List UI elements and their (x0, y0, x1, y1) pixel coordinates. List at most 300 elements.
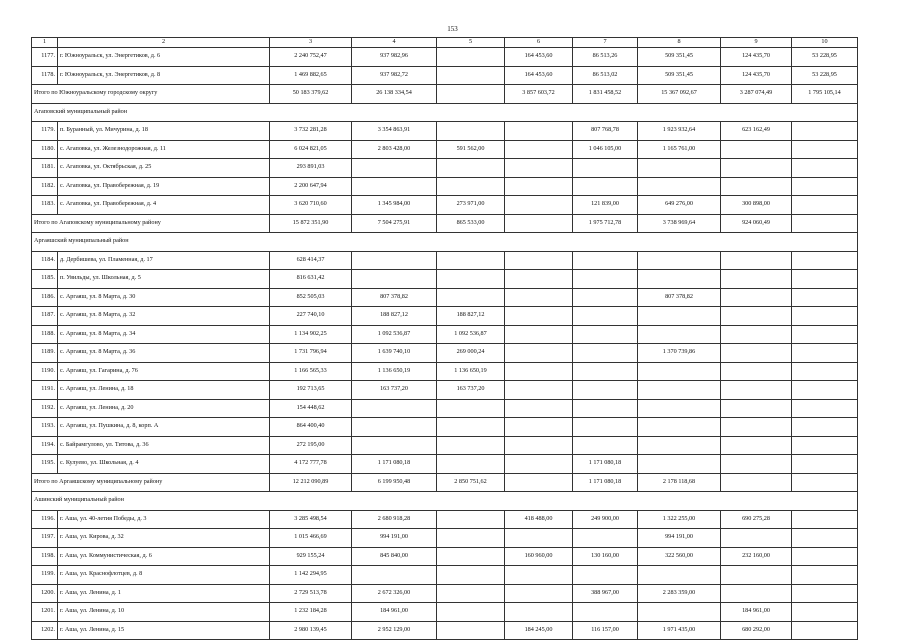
total-value-cell: 2 178 118,68 (638, 473, 721, 492)
budget-table (31, 37, 858, 640)
total-row (32, 473, 858, 492)
column-header-row (32, 38, 858, 48)
value-cell (638, 307, 721, 326)
table-body (32, 38, 858, 640)
total-value-cell: 2 850 751,62 (437, 473, 505, 492)
value-cell (792, 510, 858, 529)
value-cell: 929 155,24 (270, 547, 352, 566)
total-row (32, 214, 858, 233)
row-number: 1198. (32, 547, 58, 566)
value-cell: 124 435,70 (721, 48, 792, 67)
table-row (32, 547, 858, 566)
value-cell (792, 307, 858, 326)
column-header: 10 (792, 38, 858, 48)
table-row (32, 177, 858, 196)
value-cell (721, 362, 792, 381)
value-cell: 2 803 428,00 (352, 140, 437, 159)
value-cell: 3 732 281,28 (270, 122, 352, 141)
total-value-cell: 26 138 334,54 (352, 85, 437, 104)
table-row (32, 122, 858, 141)
value-cell: 509 351,45 (638, 66, 721, 85)
value-cell (721, 288, 792, 307)
value-cell: 418 488,00 (505, 510, 573, 529)
total-value-cell: 12 212 090,89 (270, 473, 352, 492)
value-cell (505, 584, 573, 603)
table-row (32, 399, 858, 418)
value-cell (573, 399, 638, 418)
value-cell: 623 162,49 (721, 122, 792, 141)
table-row (32, 455, 858, 474)
value-cell (352, 418, 437, 437)
value-cell (792, 584, 858, 603)
column-header: 4 (352, 38, 437, 48)
value-cell: 130 160,00 (573, 547, 638, 566)
address-cell: д. Дербишева, ул. Пламенная, д. 17 (58, 251, 270, 270)
value-cell (437, 48, 505, 67)
value-cell (721, 566, 792, 585)
value-cell: 2 283 359,00 (638, 584, 721, 603)
value-cell (792, 344, 858, 363)
column-header: 7 (573, 38, 638, 48)
value-cell: 1 136 650,19 (437, 362, 505, 381)
value-cell (505, 177, 573, 196)
total-value-cell (792, 214, 858, 233)
page-number: 153 (447, 25, 458, 33)
value-cell (721, 325, 792, 344)
column-header: 2 (58, 38, 270, 48)
value-cell: 937 982,96 (352, 48, 437, 67)
value-cell (573, 307, 638, 326)
table-row (32, 381, 858, 400)
column-header: 6 (505, 38, 573, 48)
total-value-cell (721, 473, 792, 492)
value-cell (792, 325, 858, 344)
column-header: 8 (638, 38, 721, 48)
row-number: 1199. (32, 566, 58, 585)
value-cell (792, 418, 858, 437)
address-cell: с. Агаповка, ул. Правобережная, д. 4 (58, 196, 270, 215)
value-cell (505, 566, 573, 585)
value-cell (721, 307, 792, 326)
value-cell (638, 251, 721, 270)
value-cell: 184 961,00 (352, 603, 437, 622)
table-row (32, 159, 858, 178)
section-header-row (32, 233, 858, 252)
value-cell: 188 827,12 (352, 307, 437, 326)
address-cell: с. Аргаяш, ул. Ленина, д. 20 (58, 399, 270, 418)
value-cell (505, 455, 573, 474)
value-cell (792, 362, 858, 381)
value-cell: 154 448,62 (270, 399, 352, 418)
value-cell (721, 140, 792, 159)
value-cell (352, 177, 437, 196)
value-cell: 864 400,40 (270, 418, 352, 437)
value-cell: 3 620 710,60 (270, 196, 352, 215)
value-cell (505, 196, 573, 215)
table-row (32, 436, 858, 455)
total-value-cell (505, 473, 573, 492)
value-cell (505, 436, 573, 455)
value-cell (437, 621, 505, 640)
value-cell (505, 288, 573, 307)
value-cell (792, 177, 858, 196)
value-cell (437, 270, 505, 289)
value-cell: 3 354 863,91 (352, 122, 437, 141)
value-cell: 188 827,12 (437, 307, 505, 326)
total-value-cell: 3 857 603,72 (505, 85, 573, 104)
row-number: 1194. (32, 436, 58, 455)
value-cell: 937 982,72 (352, 66, 437, 85)
table-row (32, 196, 858, 215)
value-cell: 807 378,82 (352, 288, 437, 307)
address-cell: с. Кулуево, ул. Школьная, д. 4 (58, 455, 270, 474)
address-cell: с. Аргаяш, ул. Гагарина, д. 76 (58, 362, 270, 381)
value-cell (638, 603, 721, 622)
value-cell: 1 731 796,94 (270, 344, 352, 363)
value-cell (721, 381, 792, 400)
address-cell: г. Аша, ул. Ленина, д. 10 (58, 603, 270, 622)
section-title: Агаповский муниципальный район (32, 103, 858, 122)
section-title: Аргаяшский муниципальный район (32, 233, 858, 252)
value-cell: 1 370 739,86 (638, 344, 721, 363)
value-cell: 227 740,10 (270, 307, 352, 326)
value-cell: 293 891,03 (270, 159, 352, 178)
value-cell (792, 547, 858, 566)
value-cell (505, 251, 573, 270)
total-value-cell: 6 199 950,48 (352, 473, 437, 492)
value-cell (638, 270, 721, 289)
value-cell (721, 251, 792, 270)
value-cell: 86 513,26 (573, 48, 638, 67)
value-cell: 163 737,20 (437, 381, 505, 400)
address-cell: г. Южноуральск, ул. Энергетиков, д. 8 (58, 66, 270, 85)
value-cell (721, 529, 792, 548)
address-cell: с. Аргаяш, ул. 8 Марта, д. 36 (58, 344, 270, 363)
column-header: 1 (32, 38, 58, 48)
total-value-cell: 15 367 092,67 (638, 85, 721, 104)
value-cell (437, 122, 505, 141)
value-cell: 53 228,95 (792, 66, 858, 85)
value-cell: 807 378,82 (638, 288, 721, 307)
value-cell (792, 529, 858, 548)
value-cell (573, 270, 638, 289)
value-cell (792, 122, 858, 141)
total-row (32, 85, 858, 104)
value-cell (638, 418, 721, 437)
value-cell (352, 251, 437, 270)
value-cell: 192 713,65 (270, 381, 352, 400)
address-cell: с. Агаповка, ул. Октябрьская, д. 25 (58, 159, 270, 178)
value-cell: 1 136 650,19 (352, 362, 437, 381)
value-cell: 2 680 918,28 (352, 510, 437, 529)
value-cell (792, 455, 858, 474)
value-cell (437, 566, 505, 585)
value-cell (792, 270, 858, 289)
total-label: Итого по Аргаяшскому муниципальному району (32, 473, 270, 492)
value-cell (437, 159, 505, 178)
value-cell (792, 288, 858, 307)
row-number: 1197. (32, 529, 58, 548)
value-cell: 249 900,00 (573, 510, 638, 529)
value-cell (505, 362, 573, 381)
value-cell (638, 455, 721, 474)
address-cell: п. Увильды, ул. Школьная, д. 5 (58, 270, 270, 289)
value-cell (792, 140, 858, 159)
value-cell (505, 418, 573, 437)
value-cell: 184 245,00 (505, 621, 573, 640)
value-cell (437, 177, 505, 196)
value-cell: 2 729 513,78 (270, 584, 352, 603)
row-number: 1178. (32, 66, 58, 85)
address-cell: г. Южноуральск, ул. Энергетиков, д. 6 (58, 48, 270, 67)
value-cell: 649 276,00 (638, 196, 721, 215)
total-value-cell: 1 975 712,78 (573, 214, 638, 233)
value-cell (437, 66, 505, 85)
total-value-cell: 3 738 969,64 (638, 214, 721, 233)
value-cell: 994 191,00 (352, 529, 437, 548)
row-number: 1201. (32, 603, 58, 622)
value-cell (721, 418, 792, 437)
value-cell: 6 024 821,05 (270, 140, 352, 159)
address-cell: с. Аргаяш, ул. Пушкина, д. 8, корп. А (58, 418, 270, 437)
table-row (32, 362, 858, 381)
value-cell: 2 200 647,94 (270, 177, 352, 196)
address-cell: г. Аша, ул. Краснофлотцев, д. 8 (58, 566, 270, 585)
total-value-cell: 1 795 105,14 (792, 85, 858, 104)
value-cell: 116 157,00 (573, 621, 638, 640)
column-header: 3 (270, 38, 352, 48)
value-cell (437, 603, 505, 622)
value-cell (573, 177, 638, 196)
address-cell: г. Аша, ул. Коммунистическая, д. 6 (58, 547, 270, 566)
value-cell (505, 529, 573, 548)
table-row (32, 529, 858, 548)
value-cell: 1 971 435,00 (638, 621, 721, 640)
value-cell: 163 737,20 (352, 381, 437, 400)
total-value-cell: 3 287 074,49 (721, 85, 792, 104)
table-row (32, 66, 858, 85)
section-header-row (32, 492, 858, 511)
value-cell: 3 285 498,54 (270, 510, 352, 529)
value-cell: 2 952 129,00 (352, 621, 437, 640)
value-cell: 232 160,00 (721, 547, 792, 566)
value-cell: 164 453,60 (505, 48, 573, 67)
value-cell (437, 288, 505, 307)
value-cell (573, 288, 638, 307)
value-cell (721, 344, 792, 363)
value-cell: 1 469 882,65 (270, 66, 352, 85)
value-cell (437, 510, 505, 529)
value-cell: 1 232 184,28 (270, 603, 352, 622)
value-cell (573, 362, 638, 381)
value-cell (573, 436, 638, 455)
value-cell (352, 436, 437, 455)
address-cell: п. Буранный, ул. Мичурина, д. 18 (58, 122, 270, 141)
value-cell: 1 046 105,00 (573, 140, 638, 159)
table-row (32, 344, 858, 363)
total-label: Итого по Южноуральскому городскому округу (32, 85, 270, 104)
value-cell: 273 971,00 (437, 196, 505, 215)
value-cell (505, 140, 573, 159)
address-cell: г. Аша, ул. Ленина, д. 1 (58, 584, 270, 603)
table-row (32, 325, 858, 344)
table-row (32, 566, 858, 585)
row-number: 1188. (32, 325, 58, 344)
value-cell (437, 584, 505, 603)
address-cell: г. Аша, ул. Ленина, д. 15 (58, 621, 270, 640)
total-label: Итого по Агаповскому муниципальному району (32, 214, 270, 233)
address-cell: с. Аргаяш, ул. 8 Марта, д. 34 (58, 325, 270, 344)
address-cell: с. Аргаяш, ул. 8 Марта, д. 30 (58, 288, 270, 307)
value-cell (352, 159, 437, 178)
row-number: 1186. (32, 288, 58, 307)
table-row (32, 48, 858, 67)
row-number: 1177. (32, 48, 58, 67)
value-cell: 121 839,00 (573, 196, 638, 215)
value-cell: 852 505,03 (270, 288, 352, 307)
row-number: 1195. (32, 455, 58, 474)
row-number: 1184. (32, 251, 58, 270)
row-number: 1196. (32, 510, 58, 529)
value-cell: 807 768,78 (573, 122, 638, 141)
value-cell (437, 529, 505, 548)
value-cell (573, 325, 638, 344)
row-number: 1179. (32, 122, 58, 141)
value-cell: 1 165 761,00 (638, 140, 721, 159)
address-cell: г. Аша, ул. 40-летия Победы, д. 3 (58, 510, 270, 529)
value-cell: 269 000,24 (437, 344, 505, 363)
address-cell: с. Аргаяш, ул. 8 Марта, д. 32 (58, 307, 270, 326)
row-number: 1192. (32, 399, 58, 418)
total-value-cell: 15 872 351,90 (270, 214, 352, 233)
total-value-cell: 1 831 458,52 (573, 85, 638, 104)
column-header: 5 (437, 38, 505, 48)
value-cell (792, 603, 858, 622)
value-cell: 628 414,37 (270, 251, 352, 270)
value-cell: 1 015 466,69 (270, 529, 352, 548)
value-cell: 1 134 902,25 (270, 325, 352, 344)
value-cell: 184 961,00 (721, 603, 792, 622)
table-row (32, 621, 858, 640)
value-cell (638, 177, 721, 196)
value-cell (505, 344, 573, 363)
value-cell: 2 672 326,00 (352, 584, 437, 603)
value-cell: 300 898,00 (721, 196, 792, 215)
total-value-cell: 865 533,00 (437, 214, 505, 233)
value-cell (573, 603, 638, 622)
value-cell: 680 292,00 (721, 621, 792, 640)
value-cell (573, 566, 638, 585)
value-cell (638, 399, 721, 418)
section-title: Ашинский муниципальный район (32, 492, 858, 511)
value-cell: 816 631,42 (270, 270, 352, 289)
value-cell (573, 251, 638, 270)
value-cell: 1 092 536,87 (352, 325, 437, 344)
value-cell (792, 381, 858, 400)
value-cell: 272 195,00 (270, 436, 352, 455)
table-row (32, 584, 858, 603)
value-cell: 2 240 752,47 (270, 48, 352, 67)
total-value-cell: 924 060,49 (721, 214, 792, 233)
table-row (32, 307, 858, 326)
value-cell (437, 399, 505, 418)
value-cell (505, 270, 573, 289)
value-cell (505, 325, 573, 344)
value-cell (721, 270, 792, 289)
total-value-cell (505, 214, 573, 233)
value-cell (638, 436, 721, 455)
value-cell: 1 171 080,18 (352, 455, 437, 474)
value-cell (437, 455, 505, 474)
value-cell (573, 159, 638, 178)
value-cell (721, 584, 792, 603)
value-cell (792, 159, 858, 178)
value-cell (505, 399, 573, 418)
value-cell (792, 196, 858, 215)
value-cell: 1 092 536,87 (437, 325, 505, 344)
value-cell (792, 436, 858, 455)
value-cell (573, 529, 638, 548)
value-cell (573, 418, 638, 437)
value-cell (573, 344, 638, 363)
value-cell (792, 566, 858, 585)
column-header: 9 (721, 38, 792, 48)
table-row (32, 288, 858, 307)
total-value-cell (437, 85, 505, 104)
table-row (32, 418, 858, 437)
value-cell: 1 322 255,00 (638, 510, 721, 529)
value-cell: 86 513,02 (573, 66, 638, 85)
value-cell (638, 325, 721, 344)
row-number: 1191. (32, 381, 58, 400)
value-cell (792, 399, 858, 418)
value-cell (505, 122, 573, 141)
value-cell: 160 960,00 (505, 547, 573, 566)
total-value-cell (792, 473, 858, 492)
value-cell (573, 381, 638, 400)
value-cell: 124 435,70 (721, 66, 792, 85)
value-cell: 1 345 984,00 (352, 196, 437, 215)
value-cell: 1 142 294,95 (270, 566, 352, 585)
address-cell: с. Агаповка, ул. Правобережная, д. 19 (58, 177, 270, 196)
value-cell: 388 967,00 (573, 584, 638, 603)
row-number: 1190. (32, 362, 58, 381)
table-row (32, 251, 858, 270)
value-cell (721, 455, 792, 474)
table-row (32, 603, 858, 622)
value-cell: 591 562,00 (437, 140, 505, 159)
address-cell: г. Аша, ул. Кирова, д. 32 (58, 529, 270, 548)
value-cell (437, 418, 505, 437)
value-cell (505, 603, 573, 622)
row-number: 1181. (32, 159, 58, 178)
value-cell (505, 307, 573, 326)
value-cell (352, 270, 437, 289)
value-cell: 53 228,95 (792, 48, 858, 67)
total-value-cell: 1 171 080,18 (573, 473, 638, 492)
value-cell (792, 251, 858, 270)
row-number: 1187. (32, 307, 58, 326)
value-cell (792, 621, 858, 640)
row-number: 1200. (32, 584, 58, 603)
row-number: 1180. (32, 140, 58, 159)
value-cell: 509 351,45 (638, 48, 721, 67)
row-number: 1183. (32, 196, 58, 215)
value-cell (638, 566, 721, 585)
value-cell (437, 251, 505, 270)
address-cell: с. Аргаяш, ул. Ленина, д. 18 (58, 381, 270, 400)
table-row (32, 140, 858, 159)
